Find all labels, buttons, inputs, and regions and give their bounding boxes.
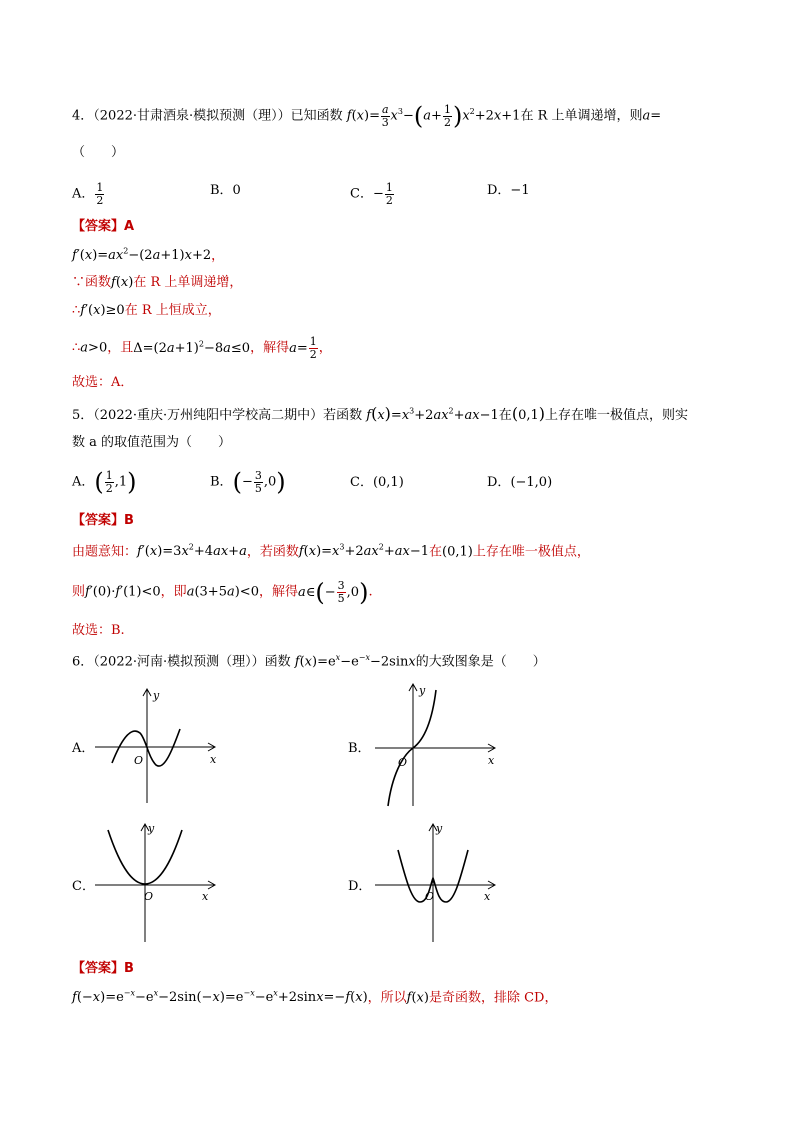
q6-option-a: A．	[72, 741, 95, 756]
q4-line1: 4．（2022·甘肃酒泉·模拟预测（理））已知函数 f(x)= $\frac{a}{3}$ $x^3-(a+$ $\frac{1}{2}$ )$x^2+2x+1$在 R 上单调递增，则a=	[72, 102, 662, 131]
graph-a-curve	[112, 729, 180, 766]
q4-solution-3: ∴f′(x)≥0在 R 上恒成立，	[72, 303, 221, 318]
q5-answer: 【答案】B	[72, 513, 134, 528]
q6-answer: 【答案】B	[72, 961, 134, 976]
q4-option-b: B．0	[210, 183, 241, 198]
q4-function: f	[346, 108, 352, 124]
graph-c	[90, 820, 230, 945]
q4-option-c: C．− $\frac{1}{2}$	[350, 181, 393, 207]
graph-d-origin-label: O	[425, 890, 435, 903]
graph-d-y-label: y	[436, 822, 443, 835]
q6-option-c: C．	[72, 879, 95, 894]
q4-source: （2022·甘肃酒泉·模拟预测（理））已知函数	[93, 108, 343, 124]
q4-condition: 在 R 上单调递增，则	[520, 108, 643, 124]
graph-a-y-label: y	[153, 689, 160, 702]
q5-line1: 5．（2022·重庆·万州纯阳中学校高二期中）若函数 $f(x)=x^3+2ax^2+ax-1$在(0,1)上存在唯一极值点，则实	[72, 404, 689, 423]
q5-source: 5．（2022·重庆·万州纯阳中学校高二期中）若函数	[72, 408, 363, 423]
q6-solution-1: $f(-x)=e^{-x}-e^x-2\sin(-x)=e^{-x}-e^x+2\sin x=-f(x)$，所以f(x)是奇函数，排除 CD，	[72, 989, 558, 1006]
q6-line1: 6．（2022·河南·模拟预测（理））函数 $f(x)=e^x-e^{-x}-2\sin x$的大致图象是（ ）	[72, 653, 546, 670]
q6-source: 6．（2022·河南·模拟预测（理））函数	[72, 654, 291, 670]
q4-blank: （ ）	[72, 145, 125, 160]
graph-b-y-label: y	[419, 684, 426, 697]
q5-option-d: D．(−1,0)	[487, 475, 553, 490]
q4-number: 4．	[72, 108, 94, 124]
graph-b-origin-label: O	[398, 756, 408, 769]
graph-c-origin-label: O	[144, 890, 154, 903]
graph-a-x-label: x	[210, 753, 217, 766]
q6-option-b: B．	[348, 741, 371, 756]
q5-solution-2: 则f′(0)·f′(1)<0，即a(3+5a)<0，解得a∈(− $\frac{3}{5}$ ,0).	[72, 578, 373, 607]
q4-solution-1: $f'(x)=ax^2-(2a+1)x+2$，	[72, 247, 225, 264]
graph-c-x-label: x	[202, 890, 209, 903]
q5-solution-1: 由题意知：$f'(x)=3x^2+4ax+a$，若函数$f(x)=x^3+2ax^2+ax-1$在(0,1)上存在唯一极值点，	[72, 543, 590, 560]
q6-option-d: D．	[348, 879, 372, 894]
graph-a-origin-label: O	[134, 754, 144, 767]
graph-d	[370, 820, 510, 945]
q4-answer: 【答案】A	[72, 219, 135, 234]
q4-solution-4: ∴a>0，且$\Delta=(2a+1)^2-8a\le 0$，解得a= $\frac{1}{2}$ ，	[72, 335, 332, 361]
q4-final: 故选：A．	[72, 375, 134, 390]
graph-d-x-label: x	[484, 890, 491, 903]
q5-option-a: A．( $\frac{1}{2}$ ,1)	[72, 468, 137, 497]
q4-option-a: A． $\frac{1}{2}$	[72, 181, 104, 207]
q4-option-d: D．−1	[487, 183, 530, 198]
q4-solution-2: ∵函数f(x)在 R 上单调递增，	[72, 275, 243, 290]
q5-final: 故选：B.	[72, 623, 125, 638]
q5-option-c: C．(0,1)	[350, 475, 404, 490]
q5-option-b: B．(− $\frac{3}{5}$ ,0)	[210, 468, 286, 497]
q5-line2: 数 a 的取值范围为（ ）	[72, 435, 232, 450]
graph-a	[90, 685, 230, 805]
graph-b-x-label: x	[488, 754, 495, 767]
graph-c-y-label: y	[148, 822, 155, 835]
graph-b	[370, 680, 510, 810]
